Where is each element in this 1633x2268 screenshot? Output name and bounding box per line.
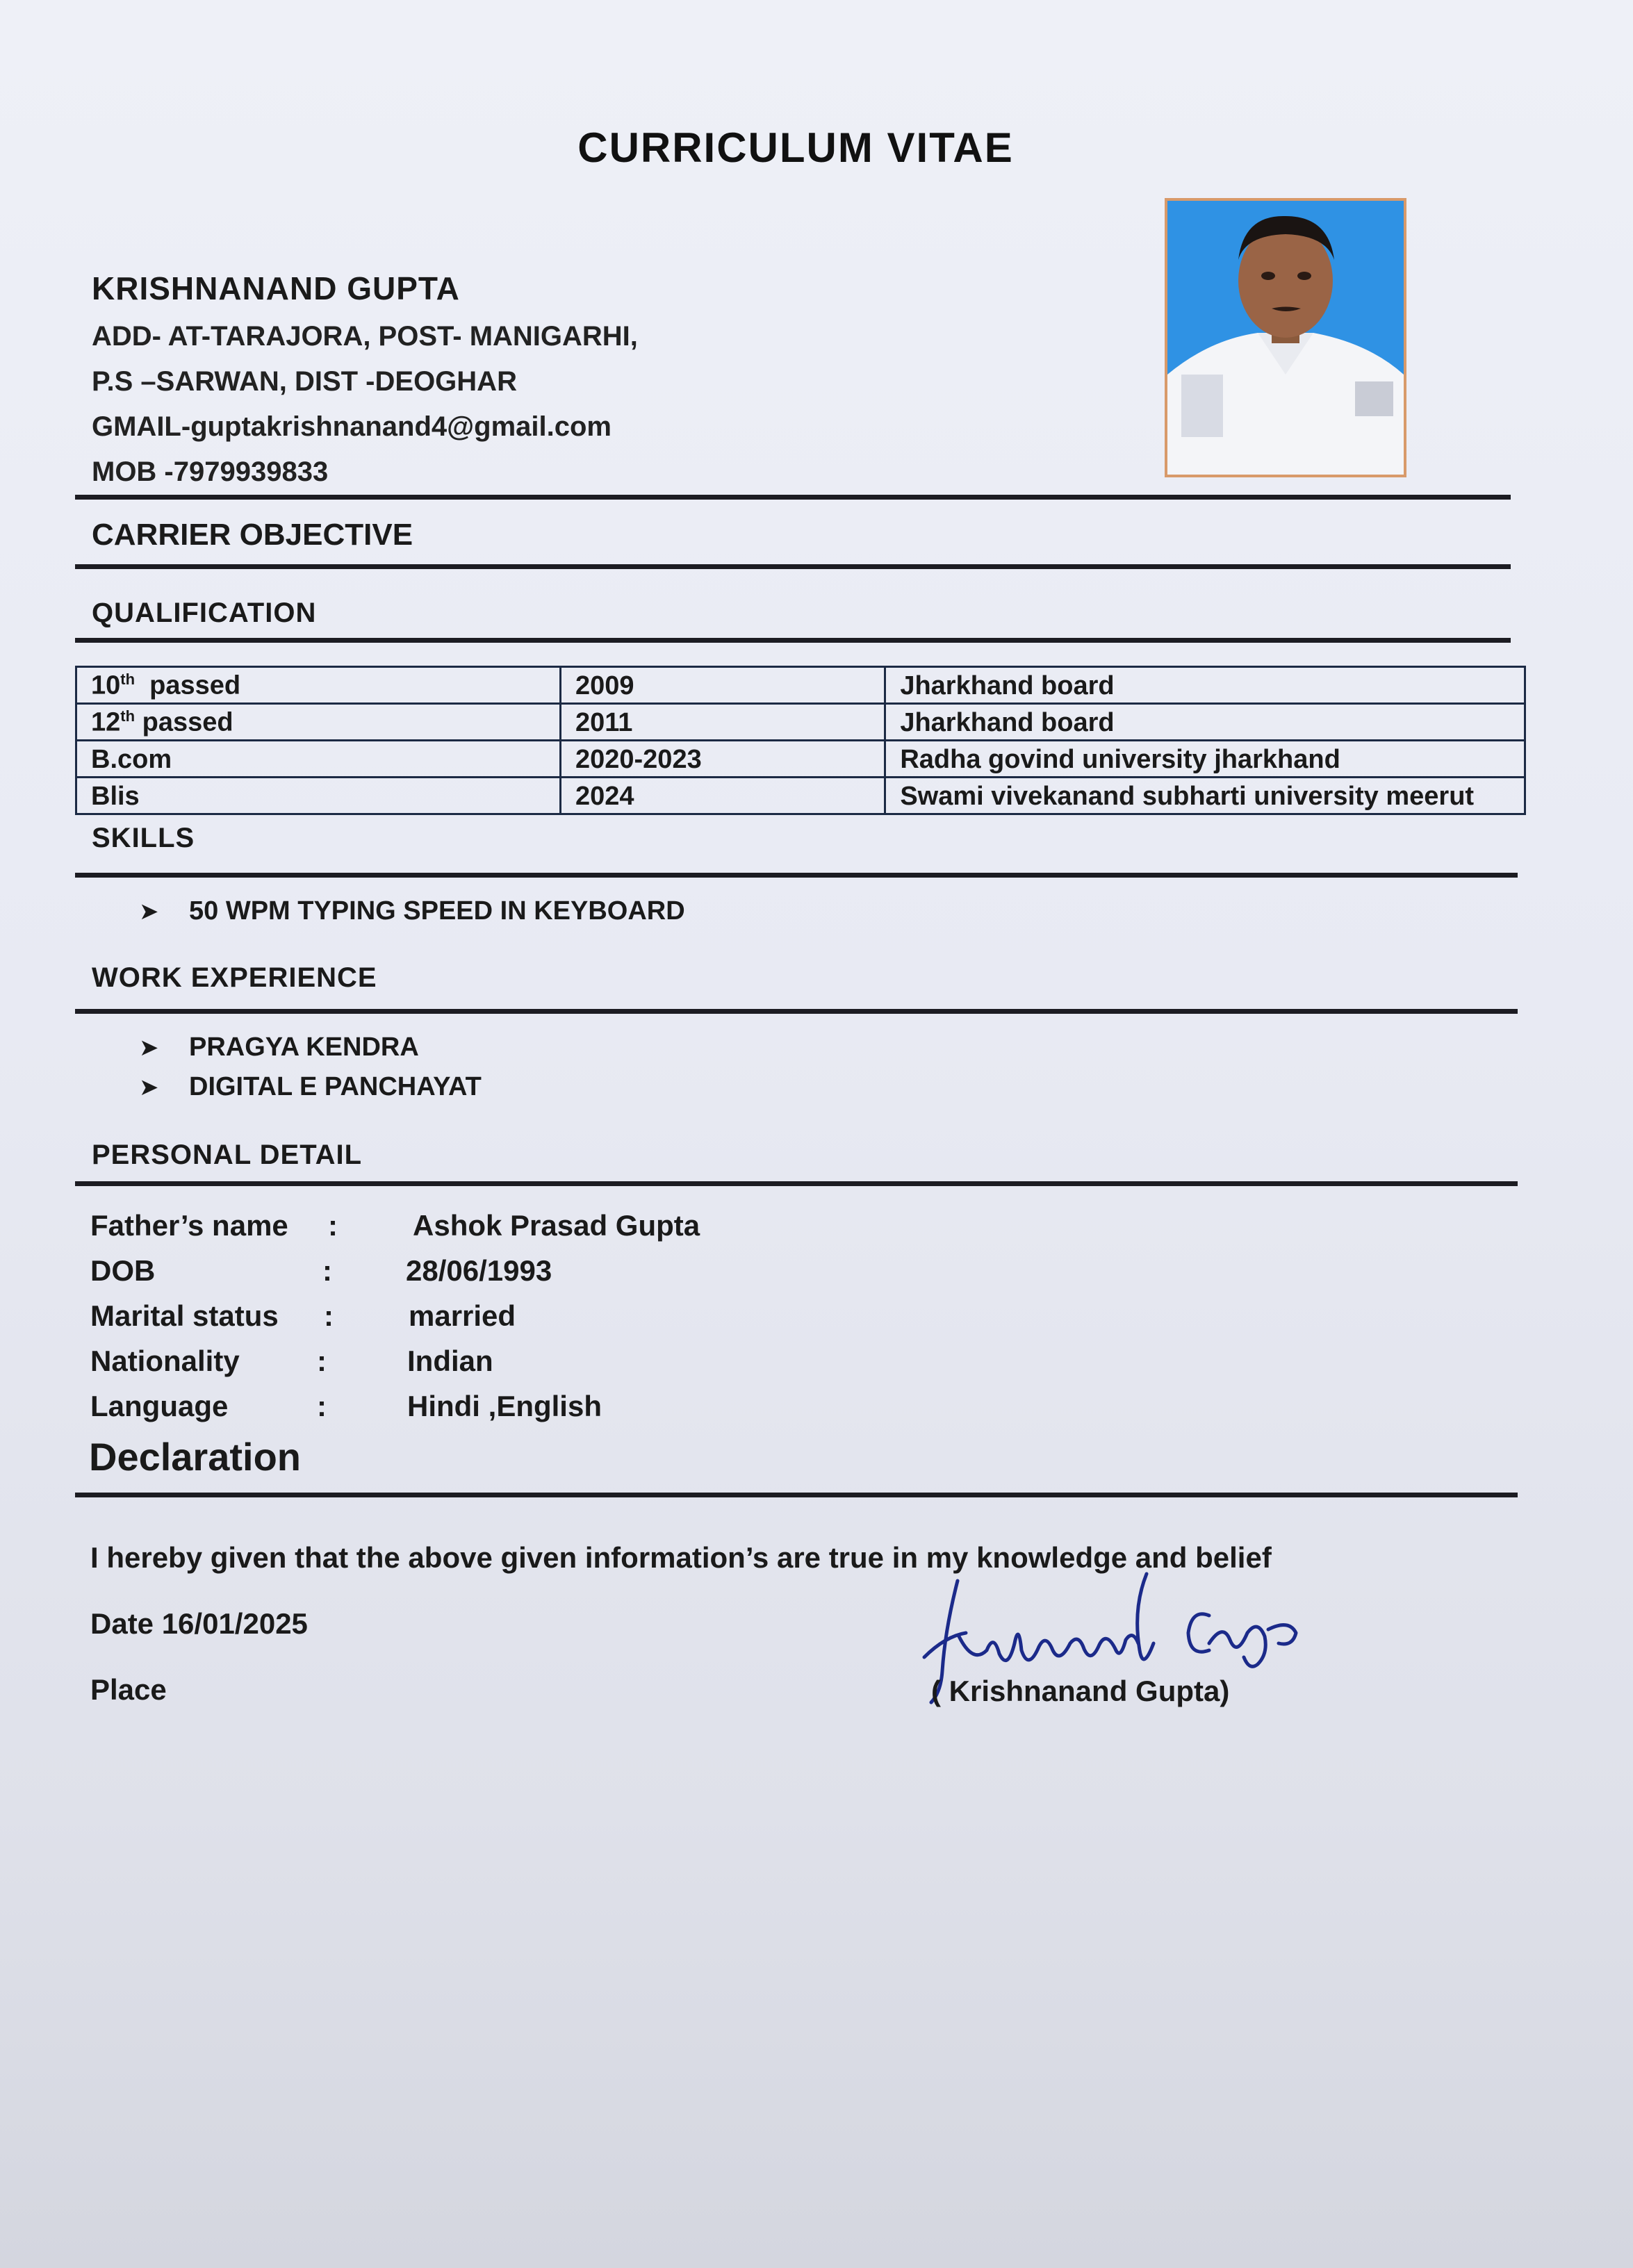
arrow-bullet-icon: ➤ [139, 898, 159, 925]
qualification-table [75, 666, 1526, 815]
rule-declaration [75, 1493, 1518, 1497]
address-line-1: ADD- AT-TARAJORA, POST- MANIGARHI, [92, 321, 638, 352]
personal-separator: : [328, 1209, 338, 1242]
declaration-date: Date 16/01/2025 [90, 1607, 308, 1640]
year-cell: 2011 [560, 704, 885, 741]
section-declaration: Declaration [89, 1435, 301, 1479]
section-carrier-objective: CARRIER OBJECTIVE [92, 518, 413, 552]
skill-item: ➤ 50 WPM TYPING SPEED IN KEYBOARD [139, 896, 685, 926]
section-personal-detail: PERSONAL DETAIL [92, 1140, 363, 1170]
personal-separator: : [317, 1390, 327, 1422]
profile-photo [1165, 198, 1406, 477]
personal-separator: : [322, 1254, 332, 1287]
section-qualification: QUALIFICATION [92, 598, 317, 628]
year-cell: 2009 [560, 667, 885, 704]
personal-label: Language [90, 1390, 229, 1422]
table-row [76, 741, 1525, 778]
personal-label: Father’s name [90, 1209, 288, 1242]
table-row [76, 704, 1525, 741]
declaration-text: I hereby given that the above given information’s are true in my knowledge and belief [90, 1541, 1272, 1574]
course-cell: B.com [76, 741, 561, 778]
board-cell: Radha govind university jharkhand [885, 741, 1525, 778]
personal-value: Ashok Prasad Gupta [413, 1209, 700, 1242]
rule-personal [75, 1181, 1518, 1186]
personal-label: DOB [90, 1254, 156, 1287]
course-cell: 10th passed [76, 667, 561, 704]
personal-value: married [409, 1299, 516, 1332]
personal-value: Indian [407, 1345, 493, 1377]
course-cell: 12th passed [76, 704, 561, 741]
rule-header [75, 495, 1511, 500]
mobile-line: MOB -7979939833 [92, 457, 329, 487]
table-row [76, 778, 1525, 814]
arrow-bullet-icon: ➤ [139, 1035, 159, 1061]
year-cell: 2020-2023 [560, 741, 885, 778]
section-skills: SKILLS [92, 823, 195, 853]
personal-separator: : [317, 1345, 327, 1377]
work-item: ➤ PRAGYA KENDRA [139, 1033, 419, 1062]
candidate-name: KRISHNANAND GUPTA [92, 270, 460, 306]
year-cell: 2024 [560, 778, 885, 814]
email-line: GMAIL-guptakrishnanand4@gmail.com [92, 411, 612, 442]
declaration-place: Place [90, 1673, 167, 1706]
rule-qualification [75, 638, 1511, 643]
table-row [76, 667, 1525, 704]
rule-objective [75, 564, 1511, 569]
rule-skills [75, 873, 1518, 878]
arrow-bullet-icon: ➤ [139, 1074, 159, 1101]
rule-work [75, 1009, 1518, 1014]
document-title: CURRICULUM VITAE [577, 124, 1014, 171]
section-work-experience: WORK EXPERIENCE [92, 962, 377, 993]
personal-label: Marital status [90, 1299, 279, 1332]
personal-value: Hindi ,English [407, 1390, 602, 1422]
board-cell: Jharkhand board [885, 667, 1525, 704]
work-item: ➤ DIGITAL E PANCHAYAT [139, 1072, 482, 1101]
personal-value: 28/06/1993 [406, 1254, 552, 1287]
personal-label: Nationality [90, 1345, 240, 1377]
board-cell: Jharkhand board [885, 704, 1525, 741]
address-line-2: P.S –SARWAN, DIST -DEOGHAR [92, 366, 517, 397]
course-cell: Blis [76, 778, 561, 814]
board-cell: Swami vivekanand subharti university meerut [885, 778, 1525, 814]
personal-separator: : [324, 1299, 334, 1332]
signature-name: ( Krishnanand Gupta) [931, 1675, 1230, 1707]
